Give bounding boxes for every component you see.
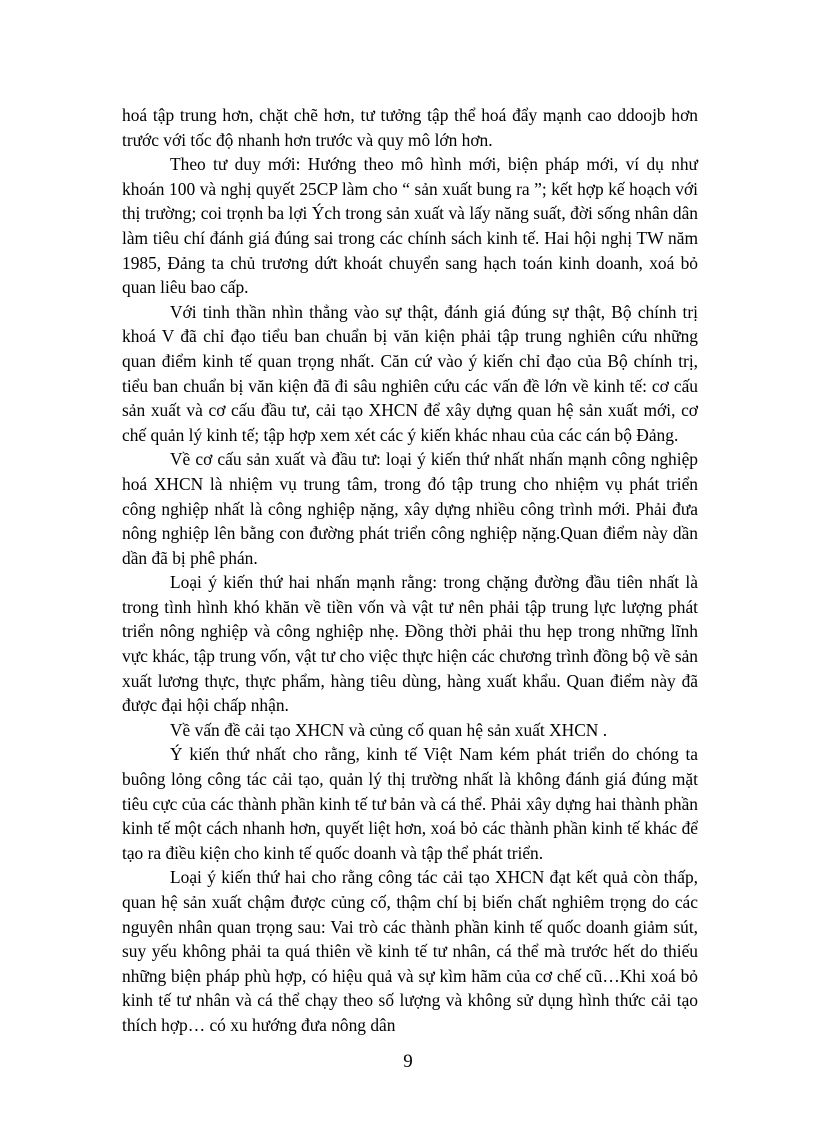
paragraph-1: hoá tập trung hơn, chặt chẽ hơn, tư tưởng tập thể hoá đẩy mạnh cao ddoojb hơn trước với tốc độ nhanh hơn trước và quy mô lớn hơn. [122,105,698,150]
paragraph-7: Ý kiến thứ nhất cho rằng, kinh tế Việt Nam kém phát triển do chóng ta buông lỏng công tác cải tạo, quản lý thị trường nhất là không đánh giá đúng mặt tiêu cực của các thành phần kinh tế tư bản và cá thể. Phải xây dựng hai thành phần kinh tế một cách nhanh hơn, quyết liệt hơn, xoá bỏ các thành phần kinh tế khác để tạo ra điều kiện cho kinh tế quốc doanh và tập thể phát triển. [122,744,698,863]
page-body [122,103,698,1038]
page-number: 9 [403,1051,413,1072]
paragraph-6: Về vấn đề cải tạo XHCN và củng cố quan hệ sản xuất XHCN . [170,719,608,740]
paragraph-4: Về cơ cấu sản xuất và đầu tư: loại ý kiến thứ nhất nhấn mạnh công nghiệp hoá XHCN là nhiệm vụ trung tâm, trong đó tập trung cho nhiệm vụ phát triển công nghiệp nhất là công nghiệp nặng, xây dựng nhiều công trình mới. Phải đưa nông nghiệp lên bằng con đường phát triển công nghiệp nặng.Quan điểm này dần dần đã bị phê phán. [122,449,698,568]
paragraph-5: Loại ý kiến thứ hai nhấn mạnh rằng: trong chặng đường đầu tiên nhất là trong tình hình khó khăn về tiền vốn và vật tư nên phải tập trung lực lượng phát triển nông nghiệp và công nghiệp nhẹ. Đồng thời phải thu hẹp trong những lĩnh vực khác, tập trung vốn, vật tư cho việc thực hiện các chương trình đồng bộ về sản xuất lương thực, thực phẩm, hàng tiêu dùng, hàng xuất khẩu. Quan điểm này đã được đại hội chấp nhận. [122,572,698,716]
paragraph-8: Loại ý kiến thứ hai cho rằng công tác cải tạo XHCN đạt kết quả còn thấp, quan hệ sản xuất chậm được củng cố, thậm chí bị biến chất nghiêm trọng do các nguyên nhân quan trọng sau: Vai trò các thành phần kinh tế quốc doanh giảm sút, suy yếu không phải ta quá thiên về kinh tế tư nhân, cá thể mà trước hết do thiếu những biện pháp phù hợp, có hiệu quả và sự kìm hãm của cơ chế cũ…Khi xoá bỏ kinh tế tư nhân và cá thể chạy theo số lượng và không sử dụng hình thức cải tạo thích hợp… có xu hướng đưa nông dân [122,867,698,1035]
paragraph-2: Theo tư duy mới: Hướng theo mô hình mới, biện pháp mới, ví dụ như khoán 100 và nghị quyết 25CP làm cho “ sản xuất bung ra ”; kết hợp kế hoạch với thị trường; coi trọnh ba lợi Ých trong sản xuất và lấy năng suất, đời sống nhân dân làm tiêu chí đánh giá đúng sai trong các chính sách kinh tế. Hai hội nghị TW năm 1985, Đảng ta chủ trương dứt khoát chuyển sang hạch toán kinh doanh, xoá bỏ quan liêu bao cấp. [122,154,698,298]
paragraph-3: Với tinh thần nhìn thẳng vào sự thật, đánh giá đúng sự thật, Bộ chính trị khoá V đã chỉ đạo tiểu ban chuẩn bị văn kiện phải tập trung nghiên cứu những quan điểm kinh tế quan trọng nhất. Căn cứ vào ý kiến chỉ đạo của Bộ chính trị, tiểu ban chuẩn bị văn kiện đã đi sâu nghiên cứu các vấn đề lớn về kinh tế: cơ cấu sản xuất và cơ cấu đầu tư, cải tạo XHCN để xây dựng quan hệ sản xuất mới, cơ chế quản lý kinh tế; tập hợp xem xét các ý kiến khác nhau của các cán bộ Đảng. [122,301,698,445]
